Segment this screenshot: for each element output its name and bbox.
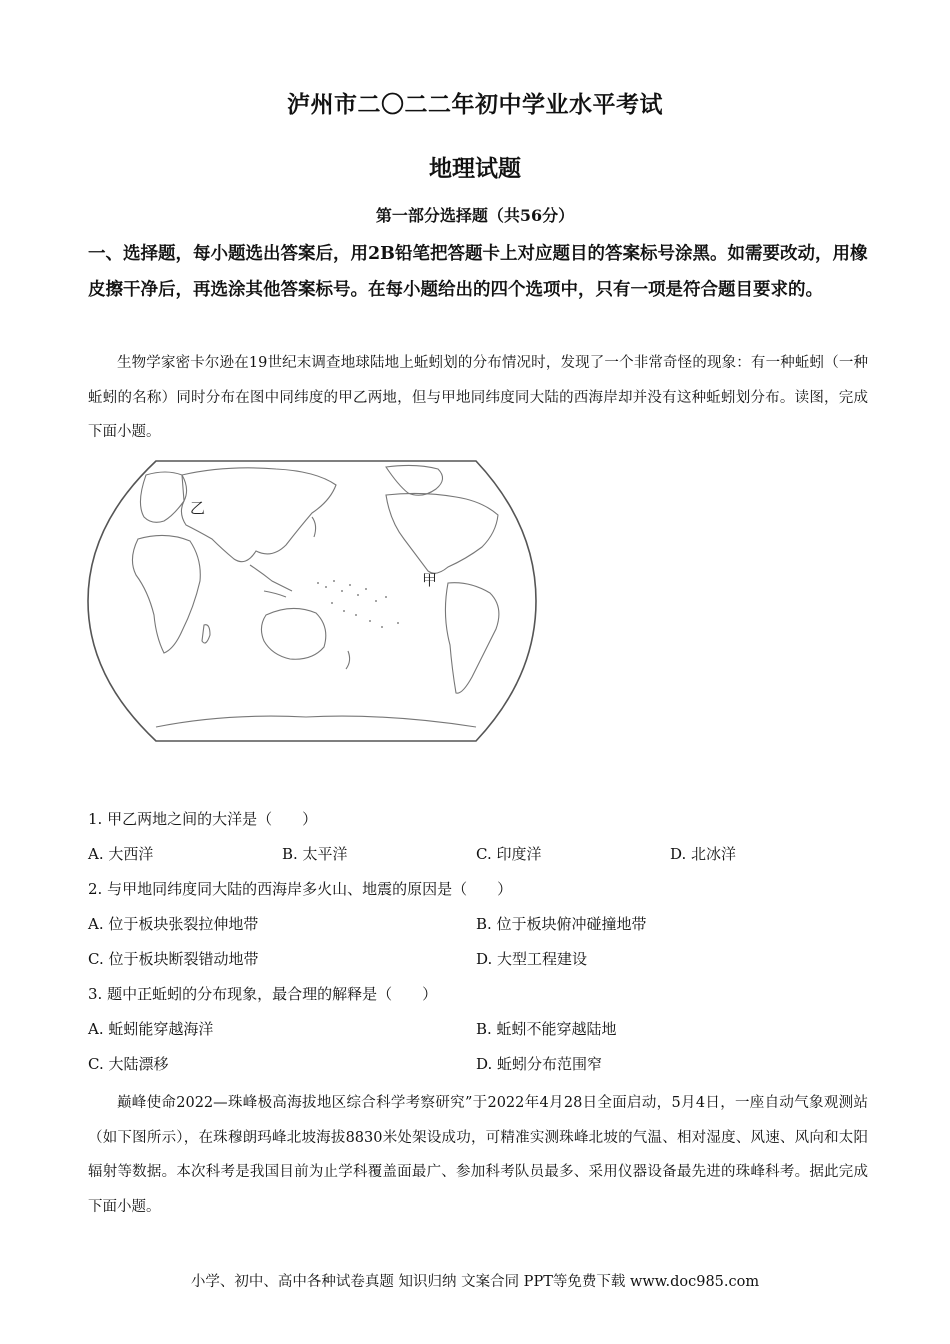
- passage-earthworm: 生物学家密卡尔逊在19世纪末调查地球陆地上蚯蚓划的分布情况时，发现了一个非常奇怪的现象：有一种蚯蚓（一种蚯蚓的名称）同时分布在图中同纬度的甲乙两地，但与甲地同纬度同大陆的西海岸却并没有这种蚯蚓划分布。读图，完成下面小题。: [88, 355, 868, 440]
- q2-option-b[interactable]: B. 位于板块俯冲碰撞地带: [476, 915, 647, 933]
- q3-option-a[interactable]: A. 蚯蚓能穿越海洋: [88, 1020, 214, 1038]
- instructions: 一、选择题，每小题选出答案后，用2B铅笔把答题卡上对应题目的答案标号涂黑。如需要改动，用橡皮擦干净后，再选涂其他答案标号。在每小题给出的四个选项中，只有一项是符合题目要求的。: [88, 244, 868, 300]
- page-footer: 小学、初中、高中各种试卷真题 知识归纳 文案合同 PPT等免费下载 www.doc985.com: [190, 1274, 760, 1290]
- section-heading: 第一部分选择题（共56分）: [375, 206, 575, 225]
- q1-option-a[interactable]: A. 大西洋: [88, 845, 154, 863]
- q3-option-d[interactable]: D. 蚯蚓分布范围窄: [476, 1055, 603, 1073]
- q1-option-c[interactable]: C. 印度洋: [476, 845, 542, 863]
- subject-title: 地理试题: [429, 155, 521, 182]
- q3-option-c[interactable]: C. 大陆漂移: [88, 1055, 169, 1073]
- q2-option-c[interactable]: C. 位于板块断裂错动地带: [88, 950, 259, 968]
- exam-title: 泸州市二〇二二年初中学业水平考试: [287, 91, 663, 118]
- q2-option-a[interactable]: A. 位于板块张裂拉伸地带: [88, 915, 259, 933]
- world-map: [86, 455, 538, 747]
- question-1-stem: 1. 甲乙两地之间的大洋是（ ）: [88, 810, 318, 828]
- q1-option-d[interactable]: D. 北冰洋: [670, 845, 737, 863]
- map-label-yi: 乙: [190, 499, 206, 517]
- q1-option-b[interactable]: B. 太平洋: [282, 845, 348, 863]
- map-outline: [88, 461, 536, 741]
- question-3-stem: 3. 题中正蚯蚓的分布现象，最合理的解释是（ ）: [88, 985, 438, 1003]
- question-2-stem: 2. 与甲地同纬度同大陆的西海岸多火山、地震的原因是（ ）: [88, 880, 513, 898]
- passage-everest: 巅峰使命2022—珠峰极高海拔地区综合科学考察研究”于2022年4月28日全面启动，5月4日，一座自动气象观测站（如下图所示），在珠穆朗玛峰北坡海拔8830米处架设成功，可精准实测珠峰北坡的气温、相对湿度、风速、风向和太阳辐射等数据。本次科考是我国目前为止学科覆盖面最广、参加科考队员最多、采用仪器设备最先进的珠峰科考。据此完成下面小题。: [88, 1095, 868, 1215]
- map-label-jia: 甲: [422, 571, 438, 589]
- q3-option-b[interactable]: B. 蚯蚓不能穿越陆地: [476, 1020, 617, 1038]
- q2-option-d[interactable]: D. 大型工程建设: [476, 950, 588, 968]
